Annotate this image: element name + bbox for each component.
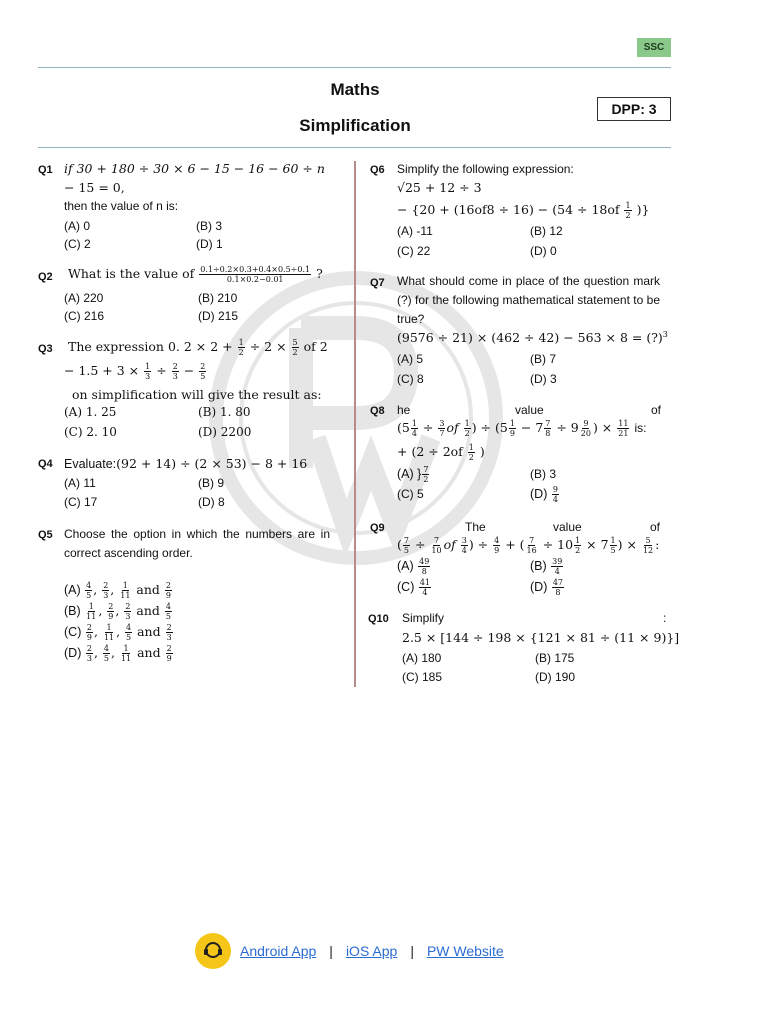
q7-expression: (9576 ÷ 21) × (462 ÷ 42) − 563 × 8 = (?)$^3$	[397, 330, 668, 346]
q5-option-a[interactable]: (A) $\frac{4}{5}$ , $\frac{2}{3}$ , $\frac{1}{11}$ and $\frac{2}{9}$	[64, 581, 172, 600]
q2-expression	[68, 265, 323, 284]
q1-equation-line1: if 30 + 180 ÷ 30 × 6 − 15 − 16 − 60 ÷ n	[64, 161, 325, 176]
q8-expression-line3: + (2 ÷ 2of $\frac{1}{2}$ )	[397, 443, 485, 462]
q8-option-c[interactable]: (C) 5	[397, 487, 424, 501]
q8-option-a[interactable]: (A) } $\frac{7}{2}$	[397, 465, 429, 484]
q10-expression: 2.5 × [144 ÷ 198 × {121 × 81 ÷ (11 × 9)}]	[402, 630, 680, 645]
ios-app-link[interactable]: iOS App	[345, 943, 398, 959]
q6-option-b[interactable]: (B) 12	[530, 224, 563, 238]
question-number: Q6	[370, 164, 385, 176]
topic-title: Simplification	[299, 116, 411, 135]
q3-option-c[interactable]: (C) 2. 10	[64, 425, 117, 439]
subject-title: Maths	[330, 80, 380, 99]
q5-option-b[interactable]: (B) $\frac{1}{11}$ , $\frac{2}{9}$ , $\frac{2}{3}$ and $\frac{4}{5}$	[64, 602, 172, 621]
q8-option-b[interactable]: (B) 3	[530, 467, 557, 481]
q8-word-of: of	[651, 403, 662, 417]
q7-option-d[interactable]: (D) 3	[530, 372, 557, 386]
q8-word-value: value	[515, 403, 544, 417]
q6-expression-line2: − {20 + (16of8 ÷ 16) − (54 ÷ 18of $\frac{1}{2}$ )}	[397, 201, 650, 220]
q9-expression: ( $\frac{7}{5}$ ÷ $\frac{7}{10}$ of $\frac{3}{4}$ ) ÷ $\frac{4}{9}$ + ( $\frac{7}{16}$ ÷ 10 $\frac{1}{2}$ × 7 $\frac{1}{5}$ ) × $\frac{5}{12}$ :	[397, 536, 660, 555]
q4-option-d[interactable]: (D) 8	[198, 495, 225, 509]
q6-option-c[interactable]: (C) 22	[397, 244, 431, 258]
q1-option-d[interactable]: (D) 1	[196, 237, 223, 251]
q10-option-c[interactable]: (C) 185	[402, 670, 443, 684]
question-number: Q8	[370, 405, 385, 417]
header-rule	[38, 147, 671, 148]
q7-question-text: What should come in place of the question mark (?) for the following mathematical statement to be true?	[397, 274, 660, 326]
q6-option-a[interactable]: (A) -11	[397, 224, 433, 238]
q8-option-d[interactable]: (D) $\frac{9}{4}$	[530, 485, 558, 504]
q9-option-c[interactable]: (C) $\frac{41}{4}$	[397, 578, 431, 597]
q5-option-d[interactable]: (D) $\frac{2}{3}$ , $\frac{4}{5}$ , $\frac{1}{11}$ and $\frac{2}{9}$	[64, 644, 172, 663]
q8-word-he: he	[397, 403, 411, 417]
question-number: Q10	[368, 613, 389, 625]
dpp-box: DPP: 3	[597, 97, 671, 121]
q10-option-b[interactable]: (B) 175	[535, 651, 575, 665]
q3-line2: − 1.5 + 3 × $\frac{1}{3}$ ÷ $\frac{2}{3}$ − $\frac{2}{5}$	[64, 362, 206, 381]
question-number: Q2	[38, 271, 53, 283]
q2-option-a[interactable]: (A) 220	[64, 291, 104, 305]
footer-separator: |	[329, 943, 333, 959]
question-number: Q3	[38, 343, 53, 355]
q9-word-of: of	[650, 520, 661, 534]
q6-expression-line1: √25 + 12 ÷ 3	[397, 180, 482, 195]
q2-suffix: ?	[316, 266, 323, 281]
q7-option-b[interactable]: (B) 7	[530, 352, 557, 366]
q9-option-d[interactable]: (D) $\frac{47}{8}$	[530, 578, 564, 597]
q4-option-a[interactable]: (A) 11	[64, 476, 96, 490]
q9-word-the: The	[465, 520, 486, 534]
q2-option-d[interactable]: (D) 215	[198, 309, 239, 323]
question-number: Q9	[370, 522, 385, 534]
q7-option-c[interactable]: (C) 8	[397, 372, 424, 386]
column-divider	[354, 161, 356, 687]
q3-option-a[interactable]: (A) 1. 25	[64, 405, 117, 419]
footer-links	[195, 932, 504, 970]
q2-option-c[interactable]: (C) 216	[64, 309, 105, 323]
footer-separator: |	[410, 943, 414, 959]
question-number: Q7	[370, 277, 385, 289]
q9-word-value: value	[553, 520, 582, 534]
q6-option-d[interactable]: (D) 0	[530, 244, 557, 258]
q10-option-a[interactable]: (A) 180	[402, 651, 442, 665]
q1-option-a[interactable]: (A) 0	[64, 219, 91, 233]
q9-option-b[interactable]: (B) $\frac{39}{4}$	[530, 557, 563, 576]
q10-colon: :	[663, 611, 667, 625]
ssc-badge: SSC	[637, 38, 671, 57]
q4-option-b[interactable]: (B) 9	[198, 476, 225, 490]
q8-expression-line2: (5 $\frac{1}{4}$ ÷ $\frac{3}{7}$ of $\frac{1}{2}$ ) ÷ (5 $\frac{1}{9}$ − 7 $\frac{7}{8}$ ÷ 9 $\frac{9}{20}$ ) × $\frac{11}{21}$ is:	[397, 419, 647, 438]
q2-option-b[interactable]: (B) 210	[198, 291, 238, 305]
pw-website-link[interactable]: PW Website	[426, 943, 504, 959]
q1-question-text: then the value of n is:	[64, 199, 179, 213]
customer-service-icon[interactable]	[195, 933, 231, 969]
q1-option-c[interactable]: (C) 2	[64, 237, 91, 251]
q1-option-b[interactable]: (B) 3	[196, 219, 223, 233]
q6-question-text: Simplify the following expression:	[397, 162, 574, 176]
question-number: Q4	[38, 458, 53, 470]
q2-fraction: $\frac{0.1\div 0.2\times 0.3+0.4\times 0.5\div 0.1}{0.1\times 0.2-0.01}$	[200, 265, 311, 284]
q10-option-d[interactable]: (D) 190	[535, 670, 576, 684]
q9-option-a[interactable]: (A) $\frac{49}{8}$	[397, 557, 430, 576]
q1-equation-line2: − 15 = 0,	[64, 180, 125, 195]
q10-question-text: Simplify	[402, 611, 445, 625]
q3-line3: on simplification will give the result as:	[72, 387, 322, 402]
q7-option-a[interactable]: (A) 5	[397, 352, 424, 366]
q5-option-c[interactable]: (C) $\frac{2}{9}$ , $\frac{1}{11}$ , $\frac{4}{5}$ and $\frac{2}{3}$	[64, 623, 172, 642]
android-app-link[interactable]: Android App	[240, 943, 317, 959]
q5-question-text: Choose the option in which the numbers are in correct ascending order.	[64, 527, 330, 560]
q2-prefix: What is the value of	[68, 266, 195, 281]
q3-option-d[interactable]: (D) 2200	[198, 425, 252, 439]
top-rule	[38, 67, 671, 68]
q3-option-b[interactable]: (B) 1. 80	[198, 405, 251, 419]
q4-option-c[interactable]: (C) 17	[64, 495, 98, 509]
question-number: Q1	[38, 164, 53, 176]
q4-expression: Evaluate:(92 + 14) ÷ (2 × 53) − 8 + 16	[64, 456, 308, 471]
q3-line1: The expression 0. 2 × 2 + $\frac{1}{2}$ ÷ 2 × $\frac{5}{2}$ of 2	[68, 338, 328, 357]
question-number: Q5	[38, 529, 53, 541]
